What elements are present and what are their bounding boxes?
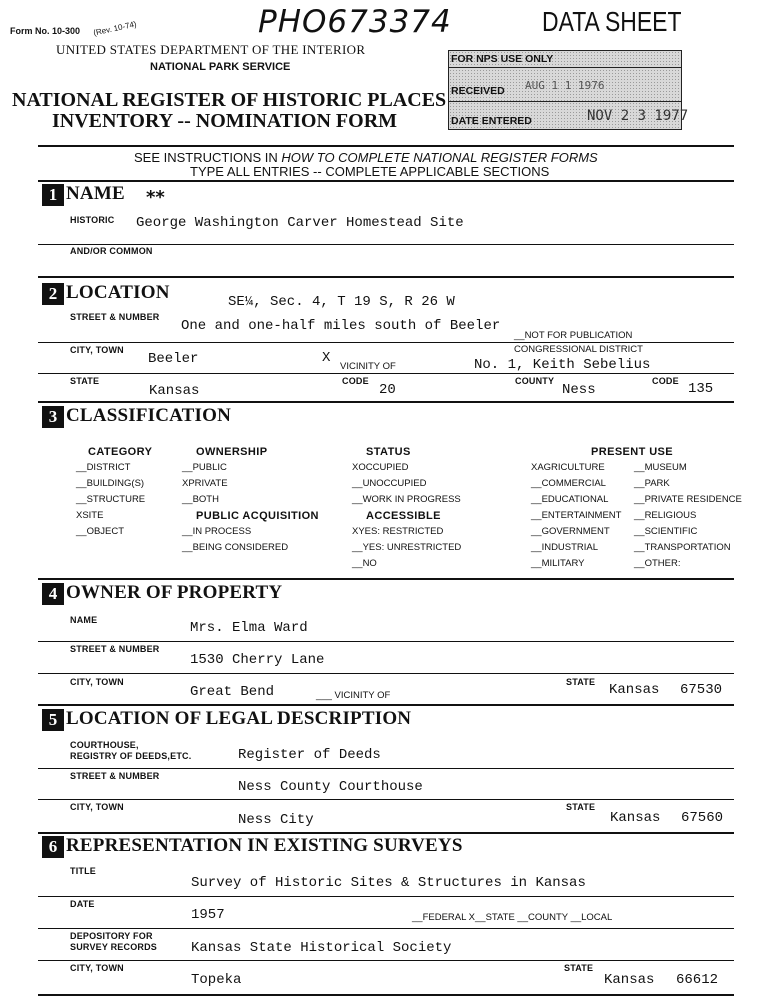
location-state-value: Kansas <box>149 383 200 399</box>
owner-city-label: CITY, TOWN <box>70 677 124 687</box>
ownership-item: __BOTH <box>182 494 219 505</box>
present-use-item: __PRIVATE RESIDENCE <box>634 494 742 505</box>
accessible-item: __YES: UNRESTRICTED <box>352 542 462 553</box>
survey-date-label: DATE <box>70 899 95 909</box>
status-item: __WORK IN PROGRESS <box>352 494 461 505</box>
survey-levels: __FEDERAL X__STATE __COUNTY __LOCAL <box>412 912 613 923</box>
category-item: __DISTRICT <box>76 462 131 473</box>
courthouse-label-2: REGISTRY OF DEEDS,ETC. <box>70 751 192 761</box>
status-heading: STATUS <box>366 446 411 458</box>
present-use-item: __EDUCATIONAL <box>531 494 609 505</box>
category-item: __OBJECT <box>76 526 125 537</box>
form-revision: (Rev. 10-74) <box>92 19 138 38</box>
section-number-4: 4 <box>42 583 64 605</box>
survey-date-value: 1957 <box>191 907 225 923</box>
present-use-column-b <box>634 460 742 572</box>
status-item: XOCCUPIED <box>352 462 409 473</box>
date-entered-stamp: NOV 2 3 1977 <box>587 108 689 124</box>
present-use-item: __SCIENTIFIC <box>634 526 698 537</box>
received-label: RECEIVED <box>451 85 505 97</box>
survey-state-label: STATE <box>564 963 594 973</box>
ownership-heading: OWNERSHIP <box>196 446 268 458</box>
legal-street-label: STREET & NUMBER <box>70 771 160 781</box>
county-value: Ness <box>562 382 596 398</box>
survey-city-value: Topeka <box>191 972 242 988</box>
ownership-column <box>182 444 319 556</box>
location-city-label: CITY, TOWN <box>70 345 124 355</box>
service-name: NATIONAL PARK SERVICE <box>150 61 291 73</box>
status-item: __UNOCCUPIED <box>352 478 427 489</box>
section-heading-surveys: REPRESENTATION IN EXISTING SURVEYS <box>66 835 463 856</box>
state-code-value: 20 <box>379 382 396 398</box>
legal-state-value: Kansas <box>610 810 661 826</box>
state-code-label: CODE <box>342 376 369 386</box>
section-heading-name: NAME <box>66 183 125 204</box>
nps-use-only-box <box>448 50 689 130</box>
owner-zip: 67530 <box>680 682 723 698</box>
accessible-item: __NO <box>352 558 377 569</box>
present-use-item: __MILITARY <box>531 558 585 569</box>
form-title-line1: NATIONAL REGISTER OF HISTORIC PLACES <box>12 89 447 111</box>
owner-vicinity-label: ___ VICINITY OF <box>316 690 391 701</box>
historic-label: HISTORIC <box>70 215 115 225</box>
instructions-line2: TYPE ALL ENTRIES -- COMPLETE APPLICABLE SECTIONS <box>190 164 550 179</box>
present-use-item: __ENTERTAINMENT <box>531 510 622 521</box>
present-use-item: __PARK <box>634 478 670 489</box>
present-use-item: __GOVERNMENT <box>531 526 610 537</box>
ownership-item: __PUBLIC <box>182 462 227 473</box>
survey-zip: 66612 <box>676 972 719 988</box>
owner-street-label: STREET & NUMBER <box>70 644 160 654</box>
congressional-district-value: No. 1, Keith Sebelius <box>474 357 651 373</box>
depository-value: Kansas State Historical Society <box>191 940 452 956</box>
accessible-item: XYES: RESTRICTED <box>352 526 444 537</box>
present-use-item: __INDUSTRIAL <box>531 542 599 553</box>
county-code-value: 135 <box>688 381 714 397</box>
survey-title-label: TITLE <box>70 866 96 876</box>
acquisition-item: __IN PROCESS <box>182 526 252 537</box>
form-number: Form No. 10-300 <box>10 26 81 36</box>
section-number-1: 1 <box>42 184 64 206</box>
owner-name-label: NAME <box>70 615 98 625</box>
depository-label-2: SURVEY RECORDS <box>70 942 157 952</box>
category-item: __STRUCTURE <box>76 494 146 505</box>
survey-title-value: Survey of Historic Sites & Structures in Kansas <box>191 875 586 891</box>
courthouse-value: Register of Deeds <box>238 747 381 763</box>
legal-location: SE¼, Sec. 4, T 19 S, R 26 W <box>228 294 455 310</box>
survey-state-value: Kansas <box>604 972 655 988</box>
nps-use-only-label: FOR NPS USE ONLY <box>451 53 554 65</box>
owner-street-value: 1530 Cherry Lane <box>190 652 325 668</box>
section-heading-owner: OWNER OF PROPERTY <box>66 582 283 603</box>
owner-name-value: Mrs. Elma Ward <box>190 620 308 636</box>
historic-value: George Washington Carver Homestead Site <box>136 215 464 231</box>
location-street-value: One and one-half miles south of Beeler <box>181 318 501 334</box>
location-street-label: STREET & NUMBER <box>70 312 160 322</box>
legal-street-value: Ness County Courthouse <box>238 779 423 795</box>
status-column <box>352 444 461 572</box>
present-use-item: __RELIGIOUS <box>634 510 697 521</box>
legal-state-label: STATE <box>566 802 596 812</box>
ownership-item: XPRIVATE <box>182 478 228 489</box>
legal-zip: 67560 <box>681 810 724 826</box>
county-code-label: CODE <box>652 376 679 386</box>
category-item: XSITE <box>76 510 104 521</box>
section-heading-classification: CLASSIFICATION <box>66 405 232 426</box>
acquisition-heading: PUBLIC ACQUISITION <box>196 510 319 522</box>
section-number-6: 6 <box>42 836 64 858</box>
section-number-5: 5 <box>42 709 64 731</box>
present-use-item: __COMMERCIAL <box>531 478 606 489</box>
date-entered-label: DATE ENTERED <box>451 115 532 127</box>
handwritten-id: PHO673374 <box>258 4 452 40</box>
present-use-item: __OTHER: <box>634 558 681 569</box>
owner-city-value: Great Bend <box>190 684 275 700</box>
legal-city-label: CITY, TOWN <box>70 802 124 812</box>
location-state-label: STATE <box>70 376 100 386</box>
present-use-heading: PRESENT USE <box>591 446 674 458</box>
present-use-item: XAGRICULTURE <box>531 462 605 473</box>
depository-label-1: DEPOSITORY FOR <box>70 931 153 941</box>
present-use-item: __MUSEUM <box>634 462 687 473</box>
county-label: COUNTY <box>515 376 555 386</box>
accessible-heading: ACCESSIBLE <box>366 510 441 522</box>
section-heading-legal: LOCATION OF LEGAL DESCRIPTION <box>66 708 412 729</box>
section-heading-location: LOCATION <box>66 282 170 303</box>
not-for-publication: __NOT FOR PUBLICATION <box>514 330 633 341</box>
present-use-item: __TRANSPORTATION <box>634 542 731 553</box>
section-number-3: 3 <box>42 406 64 428</box>
handwritten-mark: ** <box>146 187 165 208</box>
vicinity-mark: X <box>322 350 331 366</box>
vicinity-label: VICINITY OF <box>340 361 396 372</box>
common-name-label: AND/OR COMMON <box>70 246 153 256</box>
category-heading: CATEGORY <box>88 446 153 458</box>
category-column <box>76 444 152 540</box>
congressional-district-label: CONGRESSIONAL DISTRICT <box>514 344 643 355</box>
survey-city-label: CITY, TOWN <box>70 963 124 973</box>
legal-city-value: Ness City <box>238 812 314 828</box>
courthouse-label-1: COURTHOUSE, <box>70 740 139 750</box>
owner-state-label: STATE <box>566 677 596 687</box>
owner-state-value: Kansas <box>609 682 660 698</box>
department-name: UNITED STATES DEPARTMENT OF THE INTERIOR <box>56 42 366 57</box>
form-title-line2: INVENTORY -- NOMINATION FORM <box>52 110 398 132</box>
category-item: __BUILDING(S) <box>76 478 145 489</box>
location-city-value: Beeler <box>148 351 199 367</box>
instructions-line1: SEE INSTRUCTIONS IN HOW TO COMPLETE NATIONAL REGISTER FORMS <box>134 150 598 165</box>
section-number-2: 2 <box>42 283 64 305</box>
received-stamp: AUG 1 1 1976 <box>525 79 605 92</box>
data-sheet-title: DATA SHEET <box>542 6 682 37</box>
acquisition-item: __BEING CONSIDERED <box>182 542 289 553</box>
